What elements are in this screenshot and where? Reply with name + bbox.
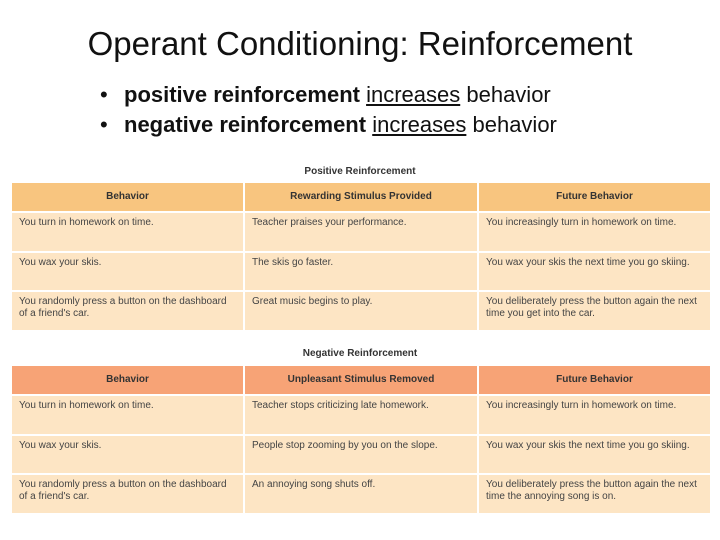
table-header: Future Behavior [479,183,710,211]
bullet-text [124,110,557,140]
table-header: Unpleasant Stimulus Removed [245,366,477,394]
table-cell: Teacher stops criticizing late homework. [245,396,477,434]
table-cell: You randomly press a button on the dashboard of a friend's car. [12,475,243,513]
table-cell: You increasingly turn in homework on time. [479,213,710,251]
bullet-rest: behavior [472,112,557,137]
bullet-underlined-word: increases [366,82,461,107]
negative-table-title: Negative Reinforcement [302,348,418,359]
negative-reinforcement-table [12,366,710,513]
positive-reinforcement-table [12,183,710,330]
bullet-bold-term: negative reinforcement [124,112,367,137]
table-header: Rewarding Stimulus Provided [245,183,477,211]
table-header: Behavior [12,366,243,394]
table-cell: Teacher praises your performance. [245,213,477,251]
table-cell: You deliberately press the button again the next time the annoying song is on. [479,475,710,513]
table-cell: You wax your skis. [12,253,243,290]
table-cell: You wax your skis. [12,436,243,473]
bullet-list [100,80,557,140]
table-cell: You turn in homework on time. [12,213,243,251]
bullet-item-negative [100,110,557,140]
slide-title: Operant Conditioning: Reinforcement [87,25,633,62]
positive-table-title: Positive Reinforcement [304,166,416,177]
table-cell: You increasingly turn in homework on time. [479,396,710,434]
table-cell: You deliberately press the button again the next time you get into the car. [479,292,710,330]
table-cell: The skis go faster. [245,253,477,290]
table-cell: You randomly press a button on the dashboard of a friend's car. [12,292,243,330]
table-cell: You wax your skis the next time you go skiing. [479,253,710,290]
bullet-rest: behavior [466,82,551,107]
table-header: Behavior [12,183,243,211]
table-cell: You turn in homework on time. [12,396,243,434]
bullet-marker: • [100,82,108,107]
bullet-bold-term: positive reinforcement [124,82,360,107]
table-cell: You wax your skis the next time you go skiing. [479,436,710,473]
bullet-underlined-word: increases [372,112,467,137]
bullet-text [124,80,551,110]
bullet-item-positive [100,80,557,110]
bullet-marker: • [100,112,108,137]
table-header: Future Behavior [479,366,710,394]
table-cell: People stop zooming by you on the slope. [245,436,477,473]
table-cell: Great music begins to play. [245,292,477,330]
table-cell: An annoying song shuts off. [245,475,477,513]
